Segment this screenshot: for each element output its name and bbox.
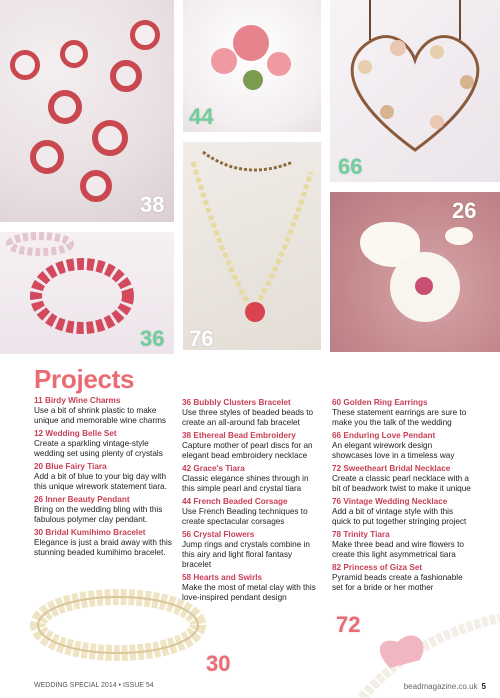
project-description: Capture mother of pearl discs for an elegant bead embroidery necklace [182, 441, 313, 460]
page-number-label: 66 [338, 154, 363, 179]
project-name: Enduring Love Pendant [343, 431, 436, 440]
pearl-bead [430, 115, 444, 129]
photo-inner-beauty-pendant [330, 192, 500, 352]
focal-bead [245, 302, 265, 322]
project-name: Inner Beauty Pendant [45, 495, 130, 504]
project-page-number: 82 [332, 563, 342, 572]
project-title [182, 464, 322, 474]
project-page-number: 66 [332, 431, 342, 440]
project-page-number: 78 [332, 530, 342, 539]
project-entry[interactable] [34, 396, 174, 426]
bead-disc [30, 140, 64, 174]
clay-swirl [445, 227, 473, 245]
project-entry[interactable] [332, 563, 472, 593]
bead-disc [130, 20, 160, 50]
bead-disc [60, 40, 88, 68]
project-title [182, 398, 322, 408]
project-description: An elegant wirework design showcases love in a timeless way [332, 441, 455, 460]
project-description: Create a classic pearl necklace with a bit of beadwork twist to make it unique [332, 474, 471, 493]
project-description: Create a sparkling vintage-style wedding set using plenty of crystals [34, 439, 163, 458]
project-title [182, 497, 322, 507]
project-description: Add a bit of blue to your big day with this unique wirework statement tiara. [34, 472, 167, 491]
project-page-number: 72 [332, 464, 342, 473]
project-name: Sweetheart Bridal Necklace [343, 464, 451, 473]
project-title [332, 497, 472, 507]
project-description: Make three bead and wire flowers to create this light asymmetrical tiara [332, 540, 464, 559]
page-number-label: 30 [206, 651, 231, 676]
bead-disc [10, 50, 40, 80]
project-title [182, 431, 322, 441]
project-title [332, 464, 472, 474]
page-number-label: 72 [336, 612, 361, 637]
project-page-number: 76 [332, 497, 342, 506]
project-name: Hearts and Swirls [193, 573, 263, 582]
page-number-label: 26 [452, 198, 477, 223]
issue-footer: WEDDING SPECIAL 2014 • ISSUE 54 [34, 682, 154, 689]
photo-vintage-wedding-necklace [183, 142, 321, 350]
pearl-bead [390, 40, 406, 56]
page-title: Projects [34, 364, 135, 394]
pearl-bead [460, 75, 474, 89]
project-page-number: 26 [34, 495, 44, 504]
project-entry[interactable] [332, 530, 472, 560]
page-number-label: 76 [189, 326, 214, 351]
project-title [34, 396, 174, 406]
project-name: Golden Ring Earrings [343, 398, 428, 407]
project-page-number: 36 [182, 398, 192, 407]
project-page-number: 58 [182, 573, 192, 582]
project-entry[interactable] [182, 431, 322, 461]
project-description: Use French Beading techniques to create spectacular corsages [182, 507, 308, 526]
project-description: Make the most of metal clay with this love-inspired pendant design [182, 583, 316, 602]
project-title [34, 495, 174, 505]
project-page-number: 38 [182, 431, 192, 440]
project-description: Bring on the wedding bling with this fabulous polymer clay pendant. [34, 505, 163, 524]
project-page-number: 44 [182, 497, 192, 506]
page-number-label: 38 [140, 192, 165, 217]
site-footer [404, 682, 486, 691]
project-page-number: 60 [332, 398, 342, 407]
project-page-number: 56 [182, 530, 192, 539]
project-name: Vintage Wedding Necklace [343, 497, 448, 506]
flower-petal [233, 25, 269, 61]
project-title [34, 462, 174, 472]
crystal-center [415, 277, 433, 295]
project-entry[interactable] [34, 462, 174, 492]
project-entry[interactable] [34, 528, 174, 558]
photo-enduring-love-pendant [330, 0, 500, 182]
projects-column [34, 396, 174, 561]
project-description: Add a bit of vintage style with this quick to put together stringing project [332, 507, 467, 526]
project-entry[interactable] [182, 464, 322, 494]
project-title [182, 573, 322, 583]
project-description: These statement earrings are sure to make you the talk of the wedding [332, 408, 467, 427]
project-description: Use a bit of shrink plastic to make unique and memorable wine charms [34, 406, 166, 425]
project-title [182, 530, 322, 540]
project-entry[interactable] [34, 429, 174, 459]
project-name: Birdy Wine Charms [44, 396, 121, 405]
project-description: Elegance is just a braid away with this stunning beaded kumihimo bracelet. [34, 538, 172, 557]
project-title [332, 398, 472, 408]
pearl-bead [430, 45, 444, 59]
photo-french-beaded-corsage [183, 0, 321, 132]
project-entry[interactable] [332, 398, 472, 428]
projects-column [182, 398, 322, 606]
project-name: Ethereal Bead Embroidery [193, 431, 296, 440]
photo-bubbly-clusters-bracelet [0, 232, 174, 354]
project-page-number: 12 [34, 429, 44, 438]
project-title [332, 563, 472, 573]
project-name: Trinity Tiara [343, 530, 390, 539]
photo-bead-embroidery-necklace [0, 0, 174, 222]
site-url[interactable]: beadmagazine.co.uk [403, 682, 478, 691]
project-page-number: 20 [34, 462, 44, 471]
project-page-number: 11 [34, 396, 43, 405]
pearl-bead [358, 60, 372, 74]
project-name: Crystal Flowers [193, 530, 255, 539]
project-name: Bubbly Clusters Bracelet [193, 398, 291, 407]
pearl-bead [380, 105, 394, 119]
bead-disc [92, 120, 128, 156]
project-name: Grace's Tiara [193, 464, 245, 473]
leaf [243, 70, 263, 90]
project-description: Use three styles of beaded beads to create an all-around fab bracelet [182, 408, 314, 427]
bead-disc [110, 60, 142, 92]
project-description: Jump rings and crystals combine in this airy and light floral fantasy bracelet [182, 540, 310, 569]
project-entry[interactable] [34, 495, 174, 525]
project-title [332, 530, 472, 540]
project-entry[interactable] [182, 573, 322, 603]
projects-column [332, 398, 472, 596]
project-title [34, 528, 174, 538]
project-title [332, 431, 472, 441]
flower-petal [211, 48, 237, 74]
project-name: Blue Fairy Tiara [45, 462, 107, 471]
page-number-label: 44 [189, 104, 214, 129]
project-entry[interactable] [182, 530, 322, 570]
page-number-label: 36 [140, 326, 165, 351]
project-page-number: 42 [182, 464, 192, 473]
project-name: Wedding Belle Set [45, 429, 117, 438]
project-name: Bridal Kumihimo Bracelet [45, 528, 146, 537]
bead-disc [48, 90, 82, 124]
project-entry[interactable] [332, 464, 472, 494]
project-description: Classic elegance shines through in this simple pearl and crystal tiara [182, 474, 309, 493]
project-title [34, 429, 174, 439]
project-entry[interactable] [182, 398, 322, 428]
project-entry[interactable] [332, 431, 472, 461]
project-name: Princess of Giza Set [343, 563, 423, 572]
page-number: 5 [481, 682, 486, 691]
project-entry[interactable] [332, 497, 472, 527]
flower-petal [267, 52, 291, 76]
project-entry[interactable] [182, 497, 322, 527]
project-name: French Beaded Corsage [193, 497, 288, 506]
project-description: Pyramid beads create a fashionable set for a bride or her mother [332, 573, 463, 592]
bead-disc [80, 170, 112, 202]
project-page-number: 30 [34, 528, 44, 537]
